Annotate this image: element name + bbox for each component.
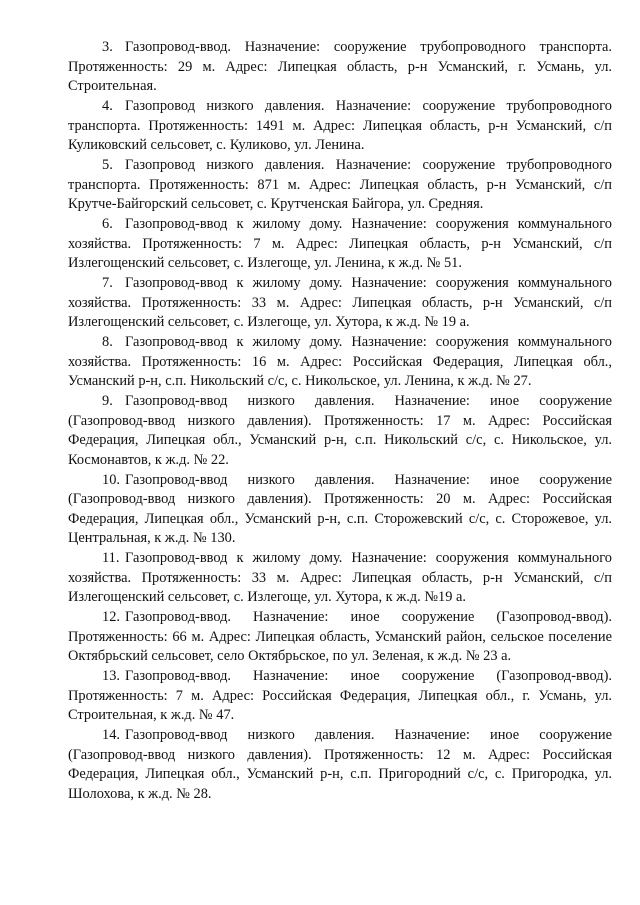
item-text: Газопровод-ввод к жилому дому. Назначение: сооружения коммунального хозяйства. Протяженность: 33 м. Адрес: Липецкая область, р-н Усманский, с/п Излегощенский сельсовет, с. Излегоще, ул. Хутора, к ж.д. №19 а. xyxy=(68,550,612,605)
list-item xyxy=(68,274,612,333)
item-number: 13. xyxy=(102,668,120,684)
item-text: Газопровод-ввод низкого давления. Назначение: иное сооружение (Газопровод-ввод низкого давления). Протяженность: 12 м. Адрес: Российская Федерация, Липецкая обл., Усманский р-н, с.п. Пригородний с/с, с. Пригородка, ул. Шолохова, к ж.д. № 28. xyxy=(68,727,612,802)
item-text: Газопровод-ввод к жилому дому. Назначение: сооружения коммунального хозяйства. Протяженность: 33 м. Адрес: Липецкая область, р-н Усманский, с/п Излегощенский сельсовет, с. Излегоще, ул. Хутора, к ж.д. № 19 а. xyxy=(68,275,612,330)
item-number: 7. xyxy=(102,275,113,291)
item-number: 11. xyxy=(102,550,120,566)
item-number: 6. xyxy=(102,216,113,232)
list-item xyxy=(68,156,612,215)
item-text: Газопровод-ввод низкого давления. Назначение: иное сооружение (Газопровод-ввод низкого давления). Протяженность: 17 м. Адрес: Российская Федерация, Липецкая обл., Усманский р-н, с.п. Никольский с/с, с. Никольское, ул. Космонавтов, к ж.д. № 22. xyxy=(68,393,612,468)
list-item xyxy=(68,333,612,392)
item-number: 4. xyxy=(102,98,113,114)
list-item xyxy=(68,97,612,156)
item-number: 12. xyxy=(102,609,120,625)
item-number: 9. xyxy=(102,393,113,409)
list-item xyxy=(68,667,612,726)
list-item xyxy=(68,471,612,549)
list-item xyxy=(68,549,612,608)
item-text: Газопровод-ввод. Назначение: иное сооружение (Газопровод-ввод). Протяженность: 66 м. Адрес: Липецкая область, Усманский район, сельское поселение Октябрьский сельсовет, село Октябрьское, по ул. Зеленая, к ж.д. № 23 а. xyxy=(68,609,612,664)
list-item xyxy=(68,215,612,274)
item-number: 10. xyxy=(102,471,120,488)
item-text: Газопровод-ввод. Назначение: сооружение трубопроводного транспорта. Протяженность: 29 м. Адрес: Липецкая область, р-н Усманский, г. Усмань, ул. Строительная. xyxy=(68,39,612,94)
list-item xyxy=(68,608,612,667)
list-item xyxy=(68,726,612,804)
item-text: Газопровод-ввод к жилому дому. Назначение: сооружения коммунального хозяйства. Протяженность: 16 м. Адрес: Российская Федерация, Липецкая обл., Усманский р-н, с.п. Никольский с/с, с. Никольское, ул. Ленина, к ж.д. № 27. xyxy=(68,334,612,389)
document-page xyxy=(68,38,612,805)
item-number: 8. xyxy=(102,334,113,350)
item-text: Газопровод низкого давления. Назначение: сооружение трубопроводного транспорта. Протяженность: 1491 м. Адрес: Липецкая область, р-н Усманский, с/п Куликовский сельсовет, с. Куликово, ул. Ленина. xyxy=(68,98,612,153)
item-text: Газопровод-ввод низкого давления. Назначение: иное сооружение (Газопровод-ввод низкого давления). Протяженность: 20 м. Адрес: Российская Федерация, Липецкая обл., Усманский р-н, с.п. Сторожевский с/с, с. Сторожевое, ул. Центральная, к ж.д. № 130. xyxy=(68,471,612,546)
item-number: 14. xyxy=(102,727,120,743)
list-item xyxy=(68,392,612,470)
item-number: 5. xyxy=(102,157,113,173)
item-text: Газопровод-ввод. Назначение: иное сооружение (Газопровод-ввод). Протяженность: 7 м. Адрес: Российская Федерация, Липецкая обл., г. Усмань, ул. Строительная, к ж.д. № 47. xyxy=(68,668,612,723)
item-number: 3. xyxy=(102,39,113,55)
list-item xyxy=(68,38,612,97)
item-text: Газопровод-ввод к жилому дому. Назначение: сооружения коммунального хозяйства. Протяженность: 7 м. Адрес: Липецкая область, р-н Усманский, с/п Излегощенский сельсовет, с. Излегоще, ул. Ленина, к ж.д. № 51. xyxy=(68,216,612,271)
item-text: Газопровод низкого давления. Назначение: сооружение трубопроводного транспорта. Протяженность: 871 м. Адрес: Липецкая область, р-н Усманский, с/п Крутче-Байгорский сельсовет, с. Крутченская Байгора, ул. Средняя. xyxy=(68,157,612,212)
